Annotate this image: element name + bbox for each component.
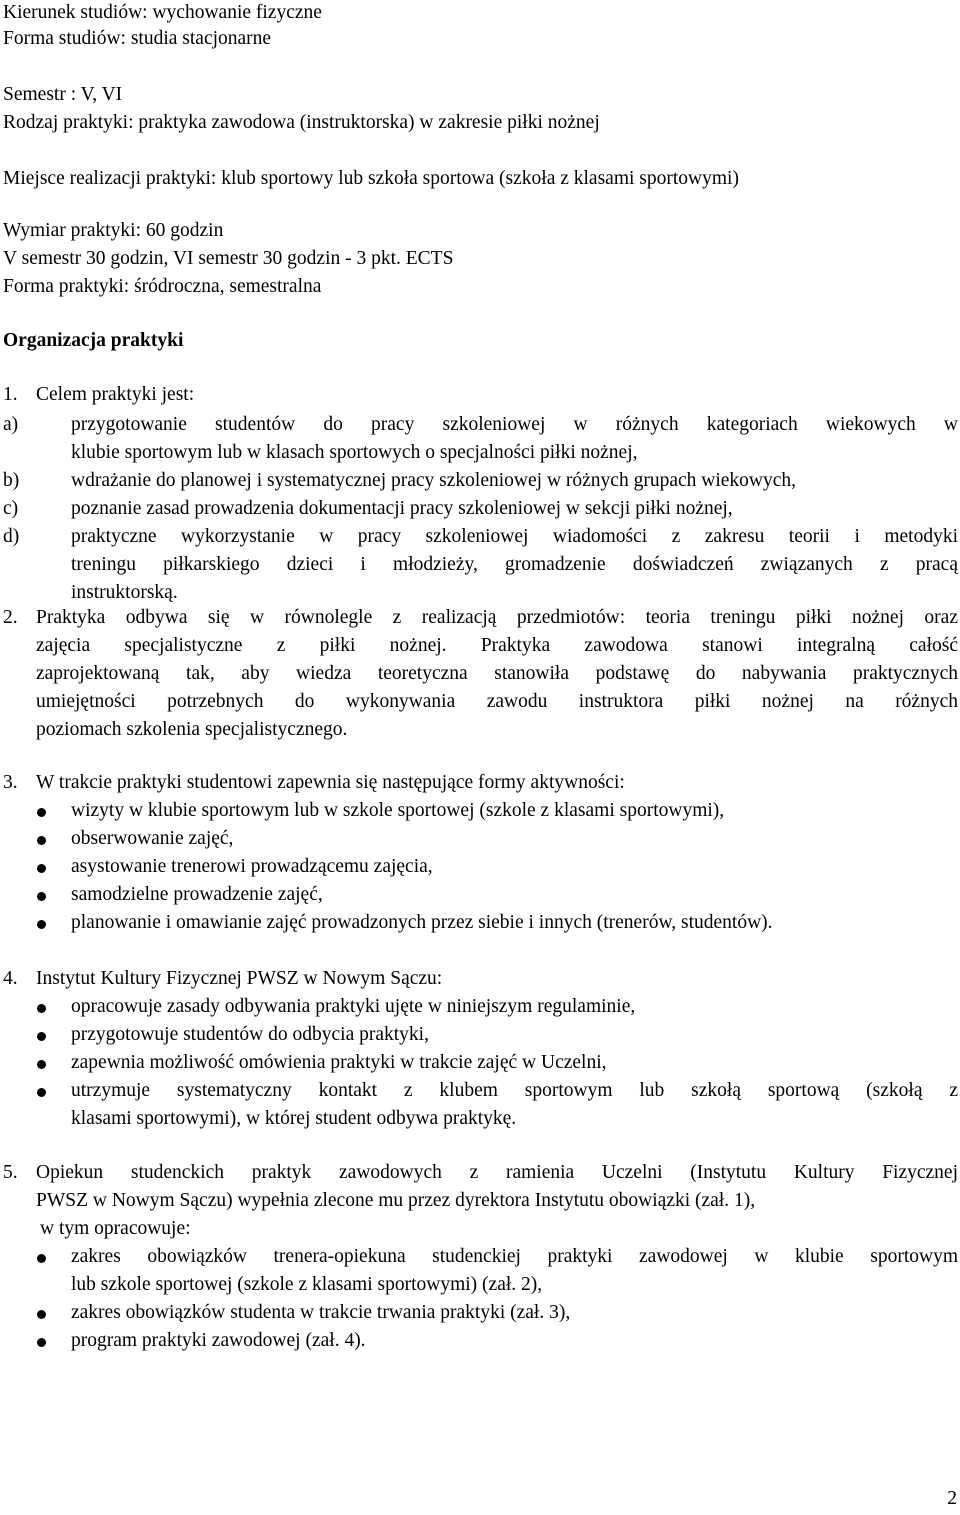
item-c-line-1: poznanie zasad prowadzenia dokumentacji pracy szkoleniowej w sekcji piłki nożnej, [71,498,733,519]
section-4-bullet-1: opracowuje zasady odbywania praktyki ujęte w niniejszym regulaminie, [71,996,636,1017]
item-b-label: b) [3,470,20,491]
field-study-direction: Kierunek studiów: wychowanie fizyczne [3,2,322,23]
bullet-icon [37,1310,46,1319]
field-practice-place: Miejsce realizacji praktyki: klub sportowy lub szkoła sportowa (szkoła z klasami sportowymi) [3,168,739,189]
item-c-label: c) [3,498,19,519]
section-2-line-3: zaprojektowaną tak, aby wiedza teoretyczna stanowiła podstawę do nabywania praktycznych [36,663,958,684]
bullet-icon [37,1088,46,1097]
bullet-icon [37,808,46,817]
section-2-line-2: zajęcia specjalistyczne z piłki nożnej. Praktyka zawodowa stanowi integralną całość [36,635,958,656]
section-5-bullet-2: zakres obowiązków studenta w trakcie trwania praktyki (zał. 3), [71,1302,571,1323]
bullet-icon [37,892,46,901]
section-4-bullet-4-line-2: klasami sportowymi), w której student odbywa praktykę. [71,1108,517,1129]
bullet-icon [37,1004,46,1013]
section-2-line-4: umiejętności potrzebnych do wykonywania zawodu instruktora piłki nożnej na różnych [36,691,958,712]
section-3-bullet-4: samodzielne prowadzenie zajęć, [71,884,323,905]
section-2-number: 2. [3,607,18,628]
section-3-bullet-3: asystowanie trenerowi prowadzącemu zajęcia, [71,856,433,877]
section-3-title: W trakcie praktyki studentowi zapewnia się następujące formy aktywności: [36,772,625,793]
section-1-number: 1. [3,384,18,405]
bullet-icon [37,864,46,873]
item-b-line-1: wdrażanie do planowej i systematycznej pracy szkoleniowej w różnych grupach wiekowych, [71,470,797,491]
item-d-line-1: praktyczne wykorzystanie w pracy szkoleniowej wiadomości z zakresu teorii i metodyki [71,526,958,547]
section-5-number: 5. [3,1162,18,1183]
bullet-icon [37,1060,46,1069]
section-3-bullet-1: wizyty w klubie sportowym lub w szkole sportowej (szkole z klasami sportowymi), [71,800,725,821]
section-title: Organizacja praktyki [3,330,184,351]
bullet-icon [37,1254,46,1263]
page-number: 2 [947,1488,957,1509]
bullet-icon [37,836,46,845]
field-study-form: Forma studiów: studia stacjonarne [3,28,272,49]
field-semester: Semestr : V, VI [3,84,123,105]
section-3-number: 3. [3,772,18,793]
item-a-label: a) [3,414,19,435]
section-3-bullet-2: obserwowanie zajęć, [71,828,234,849]
item-d-line-2: treningu piłkarskiego dzieci i młodzieży, gromadzenie doświadczeń związanych z pracą [71,554,958,575]
section-4-bullet-2: przygotowuje studentów do odbycia praktyki, [71,1024,429,1045]
section-3-bullet-5: planowanie i omawianie zajęć prowadzonych przez siebie i innych (trenerów, studentów). [71,912,773,933]
section-4-bullet-4-line-1: utrzymuje systematyczny kontakt z klubem sportowym lub szkołą sportową (szkołą z [71,1080,958,1101]
section-2-line-5: poziomach szkolenia specjalistycznego. [36,719,348,740]
section-5-line-2: PWSZ w Nowym Sączu) wypełnia zlecone mu przez dyrektora Instytutu obowiązki (zał. 1), [36,1190,756,1211]
bullet-icon [37,1032,46,1041]
item-a-line-2: klubie sportowym lub w klasach sportowych o specjalności piłki nożnej, [71,442,638,463]
field-practice-type: Rodzaj praktyki: praktyka zawodowa (instruktorska) w zakresie piłki nożnej [3,112,600,133]
section-1-title: Celem praktyki jest: [36,384,195,405]
section-4-title: Instytut Kultury Fizycznej PWSZ w Nowym Sączu: [36,968,443,989]
field-semester-hours: V semestr 30 godzin, VI semestr 30 godzin - 3 pkt. ECTS [3,248,454,269]
section-4-number: 4. [3,968,18,989]
field-practice-hours: Wymiar praktyki: 60 godzin [3,220,224,241]
section-5-bullet-3: program praktyki zawodowej (zał. 4). [71,1330,366,1351]
section-5-line-3: w tym opracowuje: [40,1218,191,1239]
section-4-bullet-3: zapewnia możliwość omówienia praktyki w trakcie zajęć w Uczelni, [71,1052,607,1073]
item-d-line-3: instruktorską. [71,582,178,603]
bullet-icon [37,920,46,929]
item-a-line-1: przygotowanie studentów do pracy szkoleniowej w różnych kategoriach wiekowych w [71,414,958,435]
section-5-line-1: Opiekun studenckich praktyk zawodowych z ramienia Uczelni (Instytutu Kultury Fizycznej [36,1162,958,1183]
section-5-bullet-1-line-1: zakres obowiązków trenera-opiekuna studenckiej praktyki zawodowej w klubie sportowym [71,1246,958,1267]
item-d-label: d) [3,526,20,547]
section-2-line-1: Praktyka odbywa się w równolegle z realizacją przedmiotów: teoria treningu piłki nożnej oraz [36,607,958,628]
section-5-bullet-1-line-2: lub szkole sportowej (szkole z klasami sportowymi) (zał. 2), [71,1274,543,1295]
bullet-icon [37,1338,46,1347]
field-practice-form: Forma praktyki: śródroczna, semestralna [3,276,322,297]
